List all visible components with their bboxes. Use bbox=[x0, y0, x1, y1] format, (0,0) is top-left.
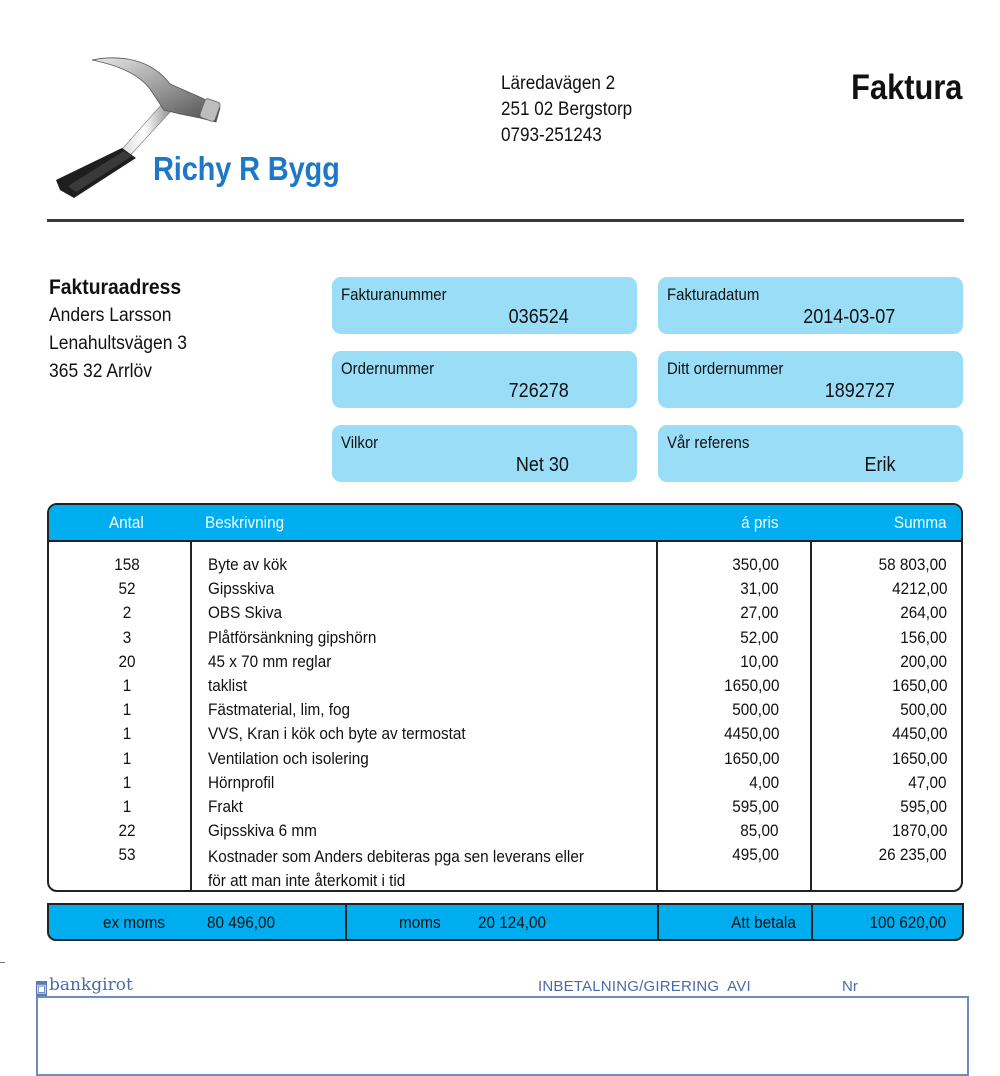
order-number-label: Ordernummer bbox=[341, 359, 435, 378]
row-unit-price: 1650,00 bbox=[723, 675, 779, 695]
row-sum: 156,00 bbox=[900, 627, 947, 647]
row-unit-price: 595,00 bbox=[732, 796, 779, 816]
row-qty: 3 bbox=[122, 627, 132, 647]
row-qty: 53 bbox=[118, 845, 136, 865]
table-row bbox=[49, 628, 961, 652]
row-description bbox=[208, 845, 584, 892]
row-qty: 1 bbox=[122, 748, 132, 768]
vat-label: moms bbox=[399, 913, 441, 932]
row-qty: 1 bbox=[122, 796, 132, 816]
our-reference-box bbox=[658, 425, 963, 482]
slip-nr-label: Nr bbox=[842, 978, 858, 995]
table-row bbox=[49, 700, 961, 724]
company-name: Richy R Bygg bbox=[153, 150, 340, 187]
bankgirot-logo-icon: ▣ bbox=[36, 982, 47, 995]
table-row bbox=[49, 797, 961, 821]
row-description: OBS Skiva bbox=[208, 603, 282, 623]
bankgirot-name: bankgirot bbox=[49, 975, 133, 995]
table-row bbox=[49, 773, 961, 797]
row-unit-price: 1650,00 bbox=[723, 748, 779, 768]
row-sum: 1650,00 bbox=[891, 675, 947, 695]
row-sum: 1650,00 bbox=[891, 748, 947, 768]
row-unit-price: 4450,00 bbox=[723, 724, 779, 744]
invoice-number-box bbox=[332, 277, 637, 334]
billing-postal: 365 32 Arrlöv bbox=[49, 361, 153, 382]
items-table-body bbox=[49, 555, 961, 892]
sender-postal: 251 02 Bergstorp bbox=[501, 99, 633, 120]
row-unit-price: 85,00 bbox=[740, 821, 779, 841]
row-unit-price: 500,00 bbox=[732, 700, 779, 720]
items-table bbox=[47, 503, 963, 892]
row-description: Gipsskiva 6 mm bbox=[208, 821, 317, 841]
totals-divider bbox=[811, 905, 813, 939]
invoice-number-value: 036524 bbox=[508, 306, 569, 328]
table-row bbox=[49, 652, 961, 676]
to-pay-label: Att betala bbox=[731, 913, 796, 932]
table-row bbox=[49, 724, 961, 748]
payment-slip-box bbox=[36, 996, 969, 1076]
row-description: Ventilation och isolering bbox=[208, 748, 369, 768]
row-qty: 158 bbox=[114, 555, 140, 574]
row-qty: 22 bbox=[118, 821, 136, 841]
terms-value: Net 30 bbox=[515, 454, 569, 476]
row-unit-price: 4,00 bbox=[749, 772, 779, 792]
row-qty: 2 bbox=[122, 603, 132, 623]
ex-vat-label: ex moms bbox=[103, 913, 166, 932]
table-row bbox=[49, 749, 961, 773]
row-qty: 52 bbox=[118, 579, 136, 599]
row-description: Fästmaterial, lim, fog bbox=[208, 700, 350, 720]
row-sum: 200,00 bbox=[900, 651, 947, 671]
row-sum: 58 803,00 bbox=[878, 555, 947, 574]
billing-heading: Fakturaadress bbox=[49, 276, 182, 299]
our-reference-label: Vår referens bbox=[667, 433, 750, 452]
row-sum: 500,00 bbox=[900, 700, 947, 720]
vat-value: 20 124,00 bbox=[478, 913, 547, 932]
row-description: Hörnprofil bbox=[208, 772, 275, 792]
bankgirot-brand bbox=[36, 975, 133, 996]
sender-address bbox=[501, 71, 632, 149]
row-sum: 4450,00 bbox=[891, 724, 947, 744]
terms-box bbox=[332, 425, 637, 482]
your-order-number-box bbox=[658, 351, 963, 408]
row-description: Plåtförsänkning gipshörn bbox=[208, 627, 377, 647]
to-pay-value: 100 620,00 bbox=[869, 913, 946, 932]
row-description: VVS, Kran i kök och byte av termostat bbox=[208, 724, 466, 744]
row-description: Frakt bbox=[208, 796, 243, 816]
row-description: taklist bbox=[208, 675, 248, 695]
terms-label: Vilkor bbox=[341, 433, 379, 452]
header-description: Beskrivning bbox=[205, 513, 285, 532]
fold-mark bbox=[0, 962, 5, 963]
row-unit-price: 27,00 bbox=[740, 603, 779, 623]
invoice-date-box bbox=[658, 277, 963, 334]
order-number-value: 726278 bbox=[508, 380, 569, 402]
row-sum: 264,00 bbox=[900, 603, 947, 623]
your-order-number-value: 1892727 bbox=[824, 380, 895, 402]
row-unit-price: 10,00 bbox=[740, 651, 779, 671]
row-description: Byte av kök bbox=[208, 555, 288, 574]
totals-divider bbox=[345, 905, 347, 939]
row-sum: 26 235,00 bbox=[878, 845, 947, 865]
slip-type: INBETALNING/GIRERING AVI bbox=[538, 978, 751, 995]
header-divider bbox=[47, 219, 964, 222]
ex-vat-value: 80 496,00 bbox=[207, 913, 276, 932]
invoice-number-label: Fakturanummer bbox=[341, 285, 447, 304]
row-sum: 4212,00 bbox=[891, 579, 947, 599]
order-number-box bbox=[332, 351, 637, 408]
row-sum: 47,00 bbox=[908, 772, 947, 792]
sender-street: Läredavägen 2 bbox=[501, 73, 616, 94]
table-row bbox=[49, 603, 961, 627]
billing-street: Lenahultsvägen 3 bbox=[49, 333, 188, 354]
row-unit-price: 350,00 bbox=[732, 555, 779, 574]
row-description-line-1: Kostnader som Anders debiteras pga sen leverans eller bbox=[208, 847, 584, 867]
table-row bbox=[49, 845, 961, 892]
invoice-date-value: 2014-03-07 bbox=[802, 306, 895, 328]
totals-bar bbox=[47, 903, 964, 941]
row-qty: 1 bbox=[122, 675, 132, 695]
table-row bbox=[49, 555, 961, 579]
sender-phone: 0793-251243 bbox=[501, 125, 602, 146]
row-description-line-2: för att man inte återkomit i tid bbox=[208, 871, 406, 891]
totals-divider bbox=[657, 905, 659, 939]
billing-name: Anders Larsson bbox=[49, 305, 172, 326]
items-table-header bbox=[49, 505, 961, 542]
billing-address bbox=[49, 274, 187, 386]
row-sum: 1870,00 bbox=[891, 821, 947, 841]
row-description: Gipsskiva bbox=[208, 579, 275, 599]
row-description: 45 x 70 mm reglar bbox=[208, 651, 332, 671]
document-title: Faktura bbox=[850, 68, 962, 107]
row-unit-price: 52,00 bbox=[740, 627, 779, 647]
table-row bbox=[49, 579, 961, 603]
row-qty: 1 bbox=[122, 772, 132, 792]
our-reference-value: Erik bbox=[863, 454, 895, 476]
row-unit-price: 31,00 bbox=[740, 579, 779, 599]
your-order-number-label: Ditt ordernummer bbox=[667, 359, 784, 378]
header-qty: Antal bbox=[108, 513, 144, 532]
table-row bbox=[49, 676, 961, 700]
row-unit-price: 495,00 bbox=[732, 845, 779, 865]
header-unit-price: á pris bbox=[741, 513, 779, 532]
row-sum: 595,00 bbox=[900, 796, 947, 816]
row-qty: 1 bbox=[122, 724, 132, 744]
table-row bbox=[49, 821, 961, 845]
row-qty: 1 bbox=[122, 700, 132, 720]
row-qty: 20 bbox=[118, 651, 136, 671]
invoice-date-label: Fakturadatum bbox=[667, 285, 760, 304]
header-sum: Summa bbox=[894, 513, 947, 532]
